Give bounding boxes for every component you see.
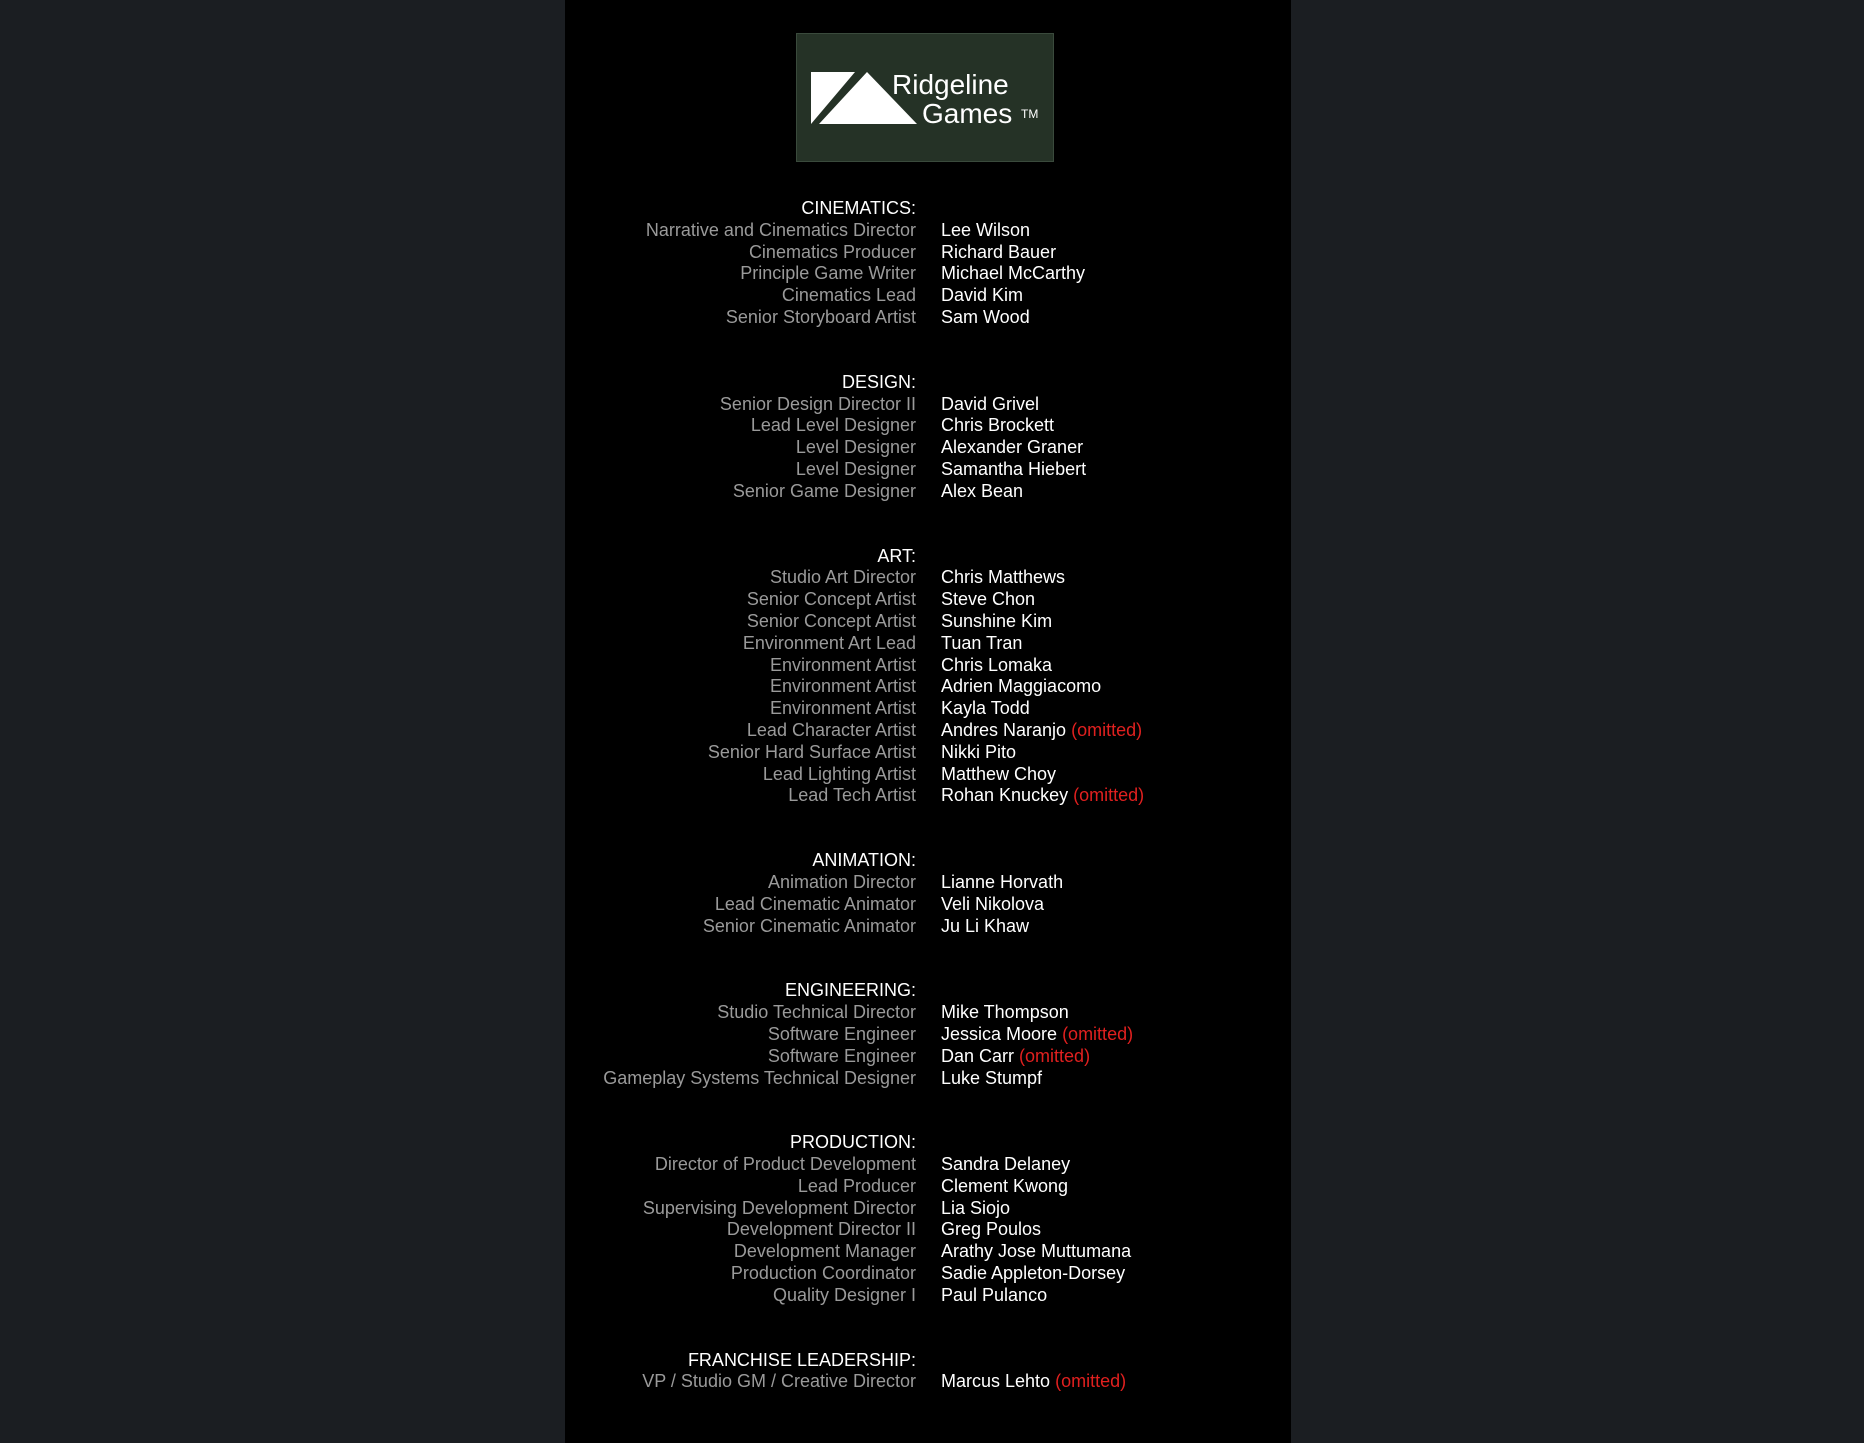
credit-row	[565, 1241, 1291, 1263]
credit-person	[941, 785, 1144, 807]
section-heading: ENGINEERING:	[784, 980, 916, 1001]
credits-section	[565, 850, 1291, 937]
credit-row	[565, 1263, 1291, 1285]
credit-person	[941, 742, 1016, 764]
studio-logo	[796, 33, 1054, 162]
credit-row	[565, 437, 1291, 459]
credit-name: Rohan Knuckey	[941, 785, 1069, 806]
credit-name: Veli Nikolova	[941, 893, 1045, 914]
credit-row	[565, 633, 1291, 655]
credit-name: Ju Li Khaw	[941, 915, 1030, 936]
credit-name: Lianne Horvath	[941, 871, 1064, 892]
credit-person	[941, 676, 1101, 698]
credit-person	[941, 698, 1030, 720]
credit-role: Lead Character Artist	[746, 719, 916, 740]
credit-row	[565, 394, 1291, 416]
credit-name: Sam Wood	[941, 306, 1030, 327]
credits-section	[565, 372, 1291, 503]
credit-person	[941, 1241, 1131, 1263]
credit-name: Chris Lomaka	[941, 654, 1053, 675]
credit-role: Cinematics Lead	[781, 285, 916, 306]
credit-name: Arathy Jose Muttumana	[941, 1241, 1132, 1262]
credit-person	[941, 437, 1083, 459]
credit-role: Level Designer	[795, 437, 916, 458]
credits-list	[565, 198, 1291, 1436]
credit-row	[565, 676, 1291, 698]
logo-wordmark-line1: Ridgeline	[892, 69, 1009, 100]
credit-person	[941, 1176, 1068, 1198]
credit-row	[565, 589, 1291, 611]
credit-role: Lead Producer	[797, 1175, 916, 1196]
credit-person	[941, 1198, 1010, 1220]
credit-name: Alex Bean	[941, 480, 1024, 501]
credit-name: Sadie Appleton-Dorsey	[941, 1263, 1126, 1284]
section-heading: ART:	[877, 545, 916, 566]
credit-row	[565, 1198, 1291, 1220]
credit-role: VP / Studio GM / Creative Director	[642, 1371, 916, 1392]
logo-trademark: TM	[1021, 107, 1039, 121]
credit-name: Chris Matthews	[941, 567, 1066, 588]
credit-role: Cinematics Producer	[748, 241, 916, 262]
logo-graphic	[797, 34, 1055, 163]
credit-role: Senior Hard Surface Artist	[707, 741, 916, 762]
credit-name: Sandra Delaney	[941, 1154, 1071, 1175]
credit-person	[941, 655, 1052, 677]
credit-person	[941, 1371, 1126, 1393]
credit-name: Luke Stumpf	[941, 1067, 1043, 1088]
credit-role: Lead Lighting Artist	[762, 763, 916, 784]
credit-role: Gameplay Systems Technical Designer	[603, 1067, 916, 1088]
credit-person	[941, 1024, 1133, 1046]
credit-name: Matthew Choy	[941, 763, 1057, 784]
section-heading: ANIMATION:	[812, 850, 916, 871]
section-heading-row	[565, 850, 1291, 872]
credit-person	[941, 1154, 1070, 1176]
credit-row	[565, 1176, 1291, 1198]
credit-row	[565, 698, 1291, 720]
credit-row	[565, 655, 1291, 677]
credit-row	[565, 1046, 1291, 1068]
credit-row	[565, 785, 1291, 807]
credit-name: Jessica Moore	[941, 1023, 1058, 1044]
credit-role: Development Manager	[733, 1241, 916, 1262]
credit-person	[941, 285, 1023, 307]
section-heading: PRODUCTION:	[790, 1132, 916, 1153]
credit-row	[565, 415, 1291, 437]
credits-section	[565, 1350, 1291, 1394]
section-heading-row	[565, 1350, 1291, 1372]
credit-role: Senior Cinematic Animator	[702, 915, 916, 936]
omitted-note: (omitted)	[1073, 785, 1145, 806]
credit-row	[565, 263, 1291, 285]
credit-row	[565, 220, 1291, 242]
credit-person	[941, 307, 1030, 329]
section-heading-row	[565, 1132, 1291, 1154]
credit-row	[565, 285, 1291, 307]
credit-name: Dan Carr	[941, 1045, 1015, 1066]
credit-name: Mike Thompson	[941, 1002, 1069, 1023]
credit-row	[565, 1002, 1291, 1024]
credit-role: Animation Director	[767, 871, 916, 892]
credit-role: Environment Artist	[769, 654, 916, 675]
credit-row	[565, 242, 1291, 264]
credit-row	[565, 1285, 1291, 1307]
credit-person	[941, 1002, 1069, 1024]
logo-wordmark-line2: Games	[922, 98, 1013, 129]
credit-person	[941, 481, 1023, 503]
credits-section	[565, 980, 1291, 1089]
credit-role: Senior Concept Artist	[746, 610, 916, 631]
credit-person	[941, 220, 1030, 242]
section-heading: CINEMATICS:	[801, 198, 916, 218]
credit-name: Samantha Hiebert	[941, 458, 1087, 479]
credit-role: Software Engineer	[767, 1045, 916, 1066]
credit-row	[565, 1154, 1291, 1176]
credit-person	[941, 415, 1054, 437]
credit-row	[565, 611, 1291, 633]
omitted-note: (omitted)	[1019, 1045, 1091, 1066]
credit-name: Lia Siojo	[941, 1197, 1011, 1218]
credit-name: Clement Kwong	[941, 1175, 1069, 1196]
credit-role: Studio Art Director	[769, 567, 916, 588]
credit-role: Lead Tech Artist	[788, 785, 916, 806]
section-heading-row	[565, 546, 1291, 568]
credit-role: Senior Design Director II	[719, 393, 916, 414]
credit-row	[565, 1024, 1291, 1046]
credit-person	[941, 567, 1065, 589]
section-heading-row	[565, 198, 1291, 220]
credit-role: Senior Storyboard Artist	[725, 306, 916, 327]
credit-role: Environment Artist	[769, 676, 916, 697]
credit-name: Richard Bauer	[941, 241, 1057, 262]
credit-row	[565, 872, 1291, 894]
credit-person	[941, 633, 1022, 655]
credit-role: Director of Product Development	[654, 1154, 916, 1175]
credit-name: Marcus Lehto	[941, 1371, 1051, 1392]
credit-role: Principle Game Writer	[740, 263, 916, 284]
credit-row	[565, 720, 1291, 742]
section-heading: FRANCHISE LEADERSHIP:	[687, 1349, 916, 1370]
credits-section	[565, 546, 1291, 808]
credit-name: Alexander Graner	[941, 437, 1084, 458]
credit-role: Lead Cinematic Animator	[714, 893, 916, 914]
credit-name: Greg Poulos	[941, 1219, 1042, 1240]
credit-row	[565, 307, 1291, 329]
credit-role: Environment Art Lead	[742, 632, 916, 653]
credit-row	[565, 742, 1291, 764]
credit-role: Environment Artist	[769, 698, 916, 719]
credit-role: Supervising Development Director	[642, 1197, 916, 1218]
credit-name: Michael McCarthy	[941, 263, 1086, 284]
credit-role: Development Director II	[726, 1219, 916, 1240]
credit-role: Production Coordinator	[730, 1263, 916, 1284]
credit-role: Narrative and Cinematics Director	[645, 219, 916, 240]
credit-name: Andres Naranjo	[941, 719, 1067, 740]
omitted-note: (omitted)	[1071, 719, 1143, 740]
credit-name: David Grivel	[941, 393, 1040, 414]
credit-person	[941, 611, 1052, 633]
credit-person	[941, 764, 1056, 786]
credits-panel	[565, 0, 1291, 1443]
credit-person	[941, 720, 1142, 742]
credit-person	[941, 459, 1086, 481]
credit-role: Senior Concept Artist	[746, 589, 916, 610]
credit-person	[941, 242, 1056, 264]
credit-row	[565, 764, 1291, 786]
omitted-note: (omitted)	[1062, 1023, 1134, 1044]
credit-role: Studio Technical Director	[717, 1002, 916, 1023]
credit-name: Paul Pulanco	[941, 1284, 1048, 1305]
credit-person	[941, 263, 1085, 285]
credit-person	[941, 1046, 1090, 1068]
credit-name: Chris Brockett	[941, 415, 1055, 436]
credit-row	[565, 1219, 1291, 1241]
credits-section	[565, 1132, 1291, 1306]
credit-role: Lead Level Designer	[750, 415, 916, 436]
credit-person	[941, 872, 1063, 894]
credit-person	[941, 589, 1035, 611]
credit-name: Kayla Todd	[941, 698, 1030, 719]
credit-role: Quality Designer I	[772, 1284, 916, 1305]
section-heading: DESIGN:	[841, 371, 916, 392]
credit-role: Senior Game Designer	[732, 480, 916, 501]
credit-person	[941, 1285, 1047, 1307]
credit-person	[941, 894, 1044, 916]
credit-row	[565, 916, 1291, 938]
credit-person	[941, 394, 1039, 416]
credit-person	[941, 916, 1029, 938]
credit-row	[565, 894, 1291, 916]
credit-person	[941, 1263, 1125, 1285]
credit-name: Adrien Maggiacomo	[941, 676, 1102, 697]
section-heading-row	[565, 980, 1291, 1002]
credit-row	[565, 459, 1291, 481]
credit-name: Tuan Tran	[941, 632, 1023, 653]
credit-name: Steve Chon	[941, 589, 1036, 610]
credit-row	[565, 481, 1291, 503]
credit-name: Nikki Pito	[941, 741, 1017, 762]
credit-row	[565, 1068, 1291, 1090]
credit-name: Sunshine Kim	[941, 610, 1053, 631]
credit-row	[565, 567, 1291, 589]
credit-role: Level Designer	[795, 458, 916, 479]
omitted-note: (omitted)	[1055, 1371, 1127, 1392]
credit-person	[941, 1068, 1042, 1090]
credit-name: Lee Wilson	[941, 219, 1031, 240]
credit-row	[565, 1371, 1291, 1393]
credit-name: David Kim	[941, 285, 1024, 306]
credit-role: Software Engineer	[767, 1023, 916, 1044]
section-heading-row	[565, 372, 1291, 394]
credits-section	[565, 198, 1291, 329]
credit-person	[941, 1219, 1041, 1241]
